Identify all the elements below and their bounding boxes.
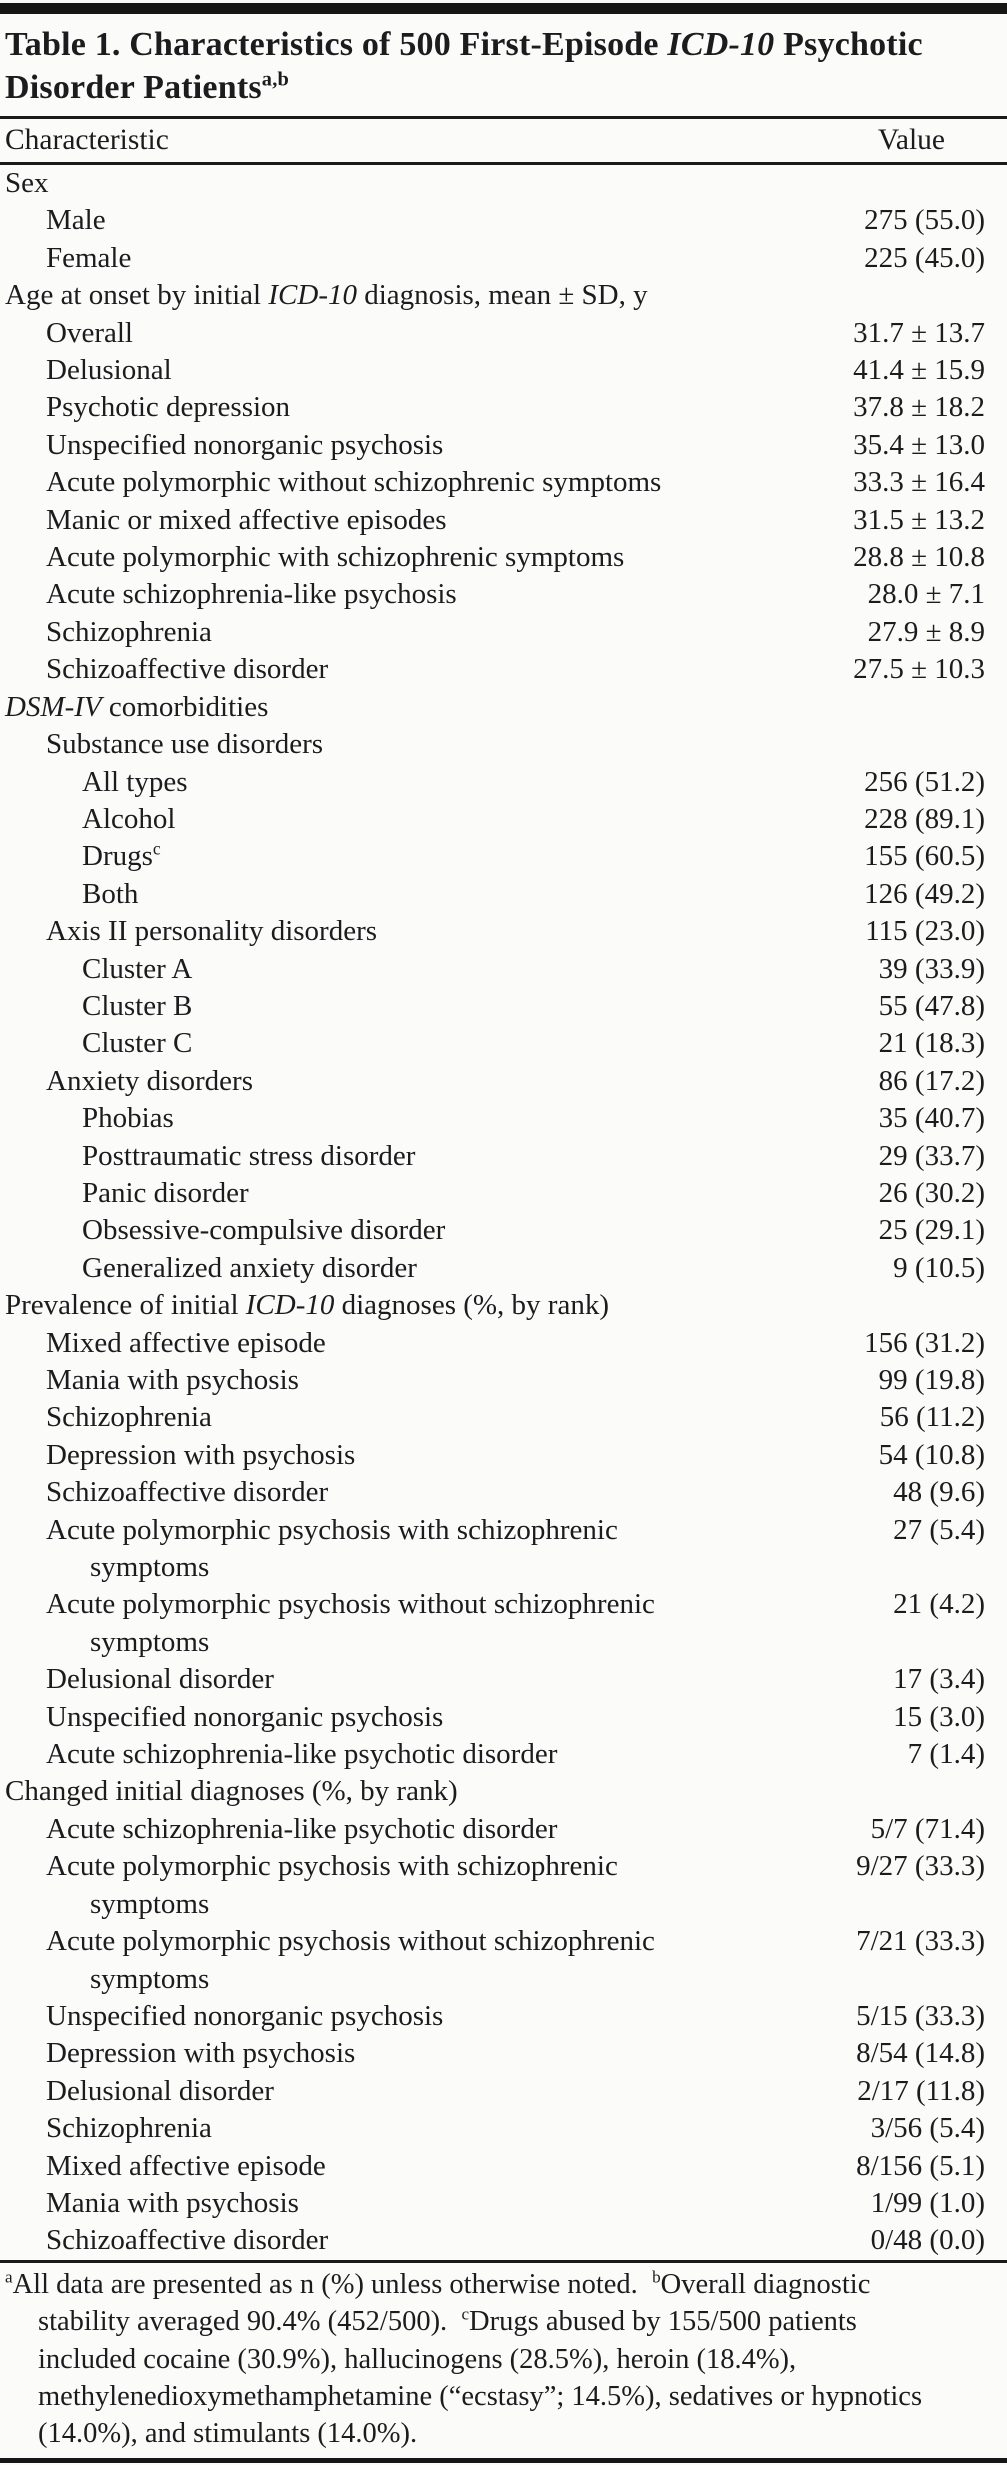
- table-row: [0, 1923, 1007, 1998]
- row-value: 8/54 (14.8): [856, 2037, 985, 2070]
- row-label: Obsessive-compulsive disorder: [82, 1214, 446, 1247]
- row-value: 21 (18.3): [878, 1027, 985, 1060]
- table-row: [0, 2110, 1007, 2147]
- table-row: [0, 726, 1007, 763]
- table-row: [0, 1250, 1007, 1287]
- table-row: [0, 202, 1007, 239]
- row-value: 26 (30.2): [878, 1176, 985, 1209]
- row-label: Schizoaffective disorder: [46, 2224, 329, 2257]
- row-label: Acute polymorphic psychosis with schizophrenic symptoms: [0, 1848, 856, 1923]
- row-value: 55 (47.8): [878, 989, 985, 1022]
- table-row: [0, 1586, 1007, 1661]
- table-row: [0, 464, 1007, 501]
- italic-text: ICD-10: [268, 279, 357, 312]
- table-row: [0, 315, 1007, 352]
- row-value: 17 (3.4): [893, 1663, 985, 1696]
- row-label: Mixed affective episode: [46, 1326, 326, 1359]
- row-value: 86 (17.2): [878, 1064, 985, 1097]
- table-row: [0, 1063, 1007, 1100]
- row-label: Overall: [46, 316, 133, 349]
- table-row: [0, 1736, 1007, 1773]
- row-label: Acute schizophrenia-like psychotic disorder: [46, 1812, 558, 1845]
- row-label: Male: [46, 204, 106, 237]
- row-value: 5/7 (71.4): [870, 1812, 985, 1845]
- italic-text: ICD-10: [245, 1289, 335, 1322]
- table-row: [0, 1287, 1007, 1324]
- row-label: Substance use disorders: [46, 728, 324, 761]
- row-label: Cluster B: [82, 989, 193, 1022]
- row-label-continuation: symptoms: [90, 1887, 210, 1920]
- row-label: Acute polymorphic psychosis without schizophrenic symptoms: [0, 1923, 856, 1998]
- row-value: 1/99 (1.0): [870, 2186, 985, 2219]
- row-value: 28.8 ± 10.8: [853, 541, 985, 574]
- row-label: Drugs$^c$: [82, 838, 161, 873]
- footnote-text: $^a$All data are presented as n (%) unless otherwise noted. $^b$Overall diagnostic stability averaged 90.4% (452/500). $^c$Drugs abused by 155/500 patients included cocaine (30.9%), hallucinogens (28.5%), heroin (18.4%), methylenedioxymethamphetamine (“ecstasy”; 14.5%), sedatives or hypnotics (14.0%), and stimulants (14.0%).: [5, 2267, 930, 2450]
- table-row: [0, 352, 1007, 389]
- row-value: 35 (40.7): [878, 1102, 985, 1135]
- row-label: Female: [46, 241, 132, 274]
- row-label: Acute polymorphic psychosis without schizophrenic symptoms: [0, 1586, 893, 1661]
- row-value: 31.5 ± 13.2: [853, 503, 985, 536]
- row-value: 25 (29.1): [878, 1214, 985, 1247]
- table-row: [0, 764, 1007, 801]
- table-row: [0, 689, 1007, 726]
- row-value: 41.4 ± 15.9: [853, 354, 985, 387]
- footnote: [0, 2263, 1007, 2458]
- row-label: Acute schizophrenia-like psychotic disorder: [46, 1738, 558, 1771]
- table-row: [0, 1437, 1007, 1474]
- table-row: [0, 165, 1007, 202]
- row-value: 156 (31.2): [864, 1326, 985, 1359]
- row-label: Phobias: [82, 1102, 174, 1135]
- table-body: [0, 165, 1007, 2260]
- row-label: Unspecified nonorganic psychosis: [46, 1999, 444, 2032]
- row-label: Sex: [5, 167, 49, 199]
- table-row: [0, 502, 1007, 539]
- table-row: [0, 2222, 1007, 2259]
- row-label: Acute polymorphic with schizophrenic symptoms: [46, 541, 625, 574]
- row-value: 275 (55.0): [864, 204, 985, 237]
- row-label: Schizophrenia: [46, 2112, 212, 2145]
- row-label-continuation: symptoms: [90, 1551, 210, 1584]
- table-row: [0, 1811, 1007, 1848]
- row-value: 9 (10.5): [893, 1251, 985, 1284]
- row-value: 225 (45.0): [864, 241, 985, 274]
- row-value: 31.7 ± 13.7: [853, 316, 985, 349]
- row-value: 99 (19.8): [878, 1364, 985, 1396]
- row-label: Age at onset by initial ICD-10 diagnosis, mean ± SD, y: [5, 279, 648, 312]
- row-value: 33.3 ± 16.4: [853, 466, 985, 499]
- row-value: 7 (1.4): [907, 1738, 985, 1771]
- column-header-row: [0, 119, 1007, 162]
- row-label: Alcohol: [82, 802, 176, 835]
- row-label: Depression with psychosis: [46, 1438, 356, 1471]
- row-value: 39 (33.9): [878, 952, 985, 985]
- table-row: [0, 277, 1007, 314]
- row-value: 56 (11.2): [879, 1401, 985, 1434]
- row-label: Schizophrenia: [46, 615, 212, 648]
- row-label: Acute schizophrenia-like psychosis: [46, 578, 457, 611]
- row-value: 228 (89.1): [864, 802, 985, 835]
- bottom-border-bar: [0, 2458, 1007, 2463]
- table-row: [0, 240, 1007, 277]
- row-label: Psychotic depression: [46, 391, 291, 424]
- table-row: [0, 988, 1007, 1025]
- table-row: [0, 1325, 1007, 1362]
- row-label-continuation: symptoms: [90, 1625, 210, 1658]
- table-row: [0, 913, 1007, 950]
- italic-text: ICD-10: [667, 26, 775, 63]
- row-value: 8/156 (5.1): [856, 2149, 985, 2182]
- table-row: [0, 389, 1007, 426]
- row-value: 27 (5.4): [893, 1513, 985, 1546]
- row-label: Mania with psychosis: [46, 1364, 299, 1396]
- row-label: Both: [82, 877, 139, 910]
- row-label: Mixed affective episode: [46, 2149, 326, 2182]
- row-label: Unspecified nonorganic psychosis: [46, 1700, 444, 1733]
- table-row: [0, 1773, 1007, 1810]
- table-row: [0, 1661, 1007, 1698]
- row-label: Acute polymorphic psychosis with schizophrenic symptoms: [0, 1512, 893, 1587]
- row-label: Mania with psychosis: [46, 2186, 299, 2219]
- table-row: [0, 1399, 1007, 1436]
- row-label: Anxiety disorders: [46, 1064, 253, 1097]
- table-row: [0, 1512, 1007, 1587]
- table-row: [0, 1138, 1007, 1175]
- table-row: [0, 1100, 1007, 1137]
- table-row: [0, 2073, 1007, 2110]
- table-row: [0, 2035, 1007, 2072]
- row-value: 2/17 (11.8): [857, 2074, 985, 2107]
- table-row: [0, 2148, 1007, 2185]
- column-header-characteristic: Characteristic: [5, 124, 169, 156]
- row-value: 9/27 (33.3): [856, 1850, 985, 1883]
- table-row: [0, 1699, 1007, 1736]
- row-label: Schizoaffective disorder: [46, 653, 329, 686]
- row-value: 28.0 ± 7.1: [867, 578, 985, 611]
- row-label: Panic disorder: [82, 1176, 249, 1209]
- row-label: Cluster A: [82, 952, 193, 985]
- title-line: Table 1. Characteristics of 500 First-Episode ICD-10 Psychotic: [5, 26, 923, 63]
- row-label-continuation: symptoms: [90, 1962, 210, 1995]
- row-label: Axis II personality disorders: [46, 915, 378, 948]
- row-value: 126 (49.2): [864, 877, 985, 910]
- row-label: Changed initial diagnoses (%, by rank): [5, 1775, 458, 1808]
- row-value: 48 (9.6): [893, 1476, 985, 1509]
- row-value: 27.5 ± 10.3: [853, 653, 985, 686]
- row-label: Delusional disorder: [46, 1663, 274, 1696]
- table-row: [0, 1474, 1007, 1511]
- row-label: Generalized anxiety disorder: [82, 1251, 417, 1284]
- row-label: All types: [82, 765, 188, 798]
- table-row: [0, 1362, 1007, 1399]
- row-value: 3/56 (5.4): [870, 2112, 985, 2145]
- table-row: [0, 838, 1007, 875]
- journal-page: [0, 3, 1007, 2465]
- table-row: [0, 614, 1007, 651]
- table-row: [0, 539, 1007, 576]
- row-label: Schizophrenia: [46, 1401, 212, 1434]
- table-row: [0, 1848, 1007, 1923]
- row-label: Delusional disorder: [46, 2074, 274, 2107]
- row-label: Acute polymorphic without schizophrenic symptoms: [46, 466, 662, 499]
- table-row: [0, 1998, 1007, 2035]
- row-value: 7/21 (33.3): [856, 1925, 985, 1958]
- table-row: [0, 1025, 1007, 1062]
- row-value: 256 (51.2): [864, 765, 985, 798]
- table-row: [0, 576, 1007, 613]
- table-title: [0, 14, 1007, 116]
- row-label: Schizoaffective disorder: [46, 1476, 329, 1509]
- row-value: 155 (60.5): [864, 840, 985, 873]
- table-row: [0, 651, 1007, 688]
- row-value: 35.4 ± 13.0: [853, 428, 985, 461]
- row-value: 115 (23.0): [865, 915, 985, 948]
- row-label: Delusional: [46, 354, 172, 387]
- title-line: Disorder Patients$^{a,b}$: [5, 68, 290, 106]
- table-row: [0, 801, 1007, 838]
- row-label: Cluster C: [82, 1027, 193, 1060]
- row-label: Posttraumatic stress disorder: [82, 1139, 416, 1172]
- row-label: Depression with psychosis: [46, 2037, 356, 2070]
- row-label: Unspecified nonorganic psychosis: [46, 428, 444, 461]
- table-row: [0, 427, 1007, 464]
- column-header-value: Value: [877, 124, 945, 156]
- top-border-bar: [0, 3, 1007, 14]
- table-row: [0, 2185, 1007, 2222]
- row-value: 15 (3.0): [893, 1700, 985, 1733]
- row-label: Manic or mixed affective episodes: [46, 503, 447, 536]
- italic-text: DSM-IV: [5, 690, 102, 723]
- table-row: [0, 1212, 1007, 1249]
- row-value: 0/48 (0.0): [870, 2224, 985, 2257]
- table-row: [0, 951, 1007, 988]
- table-row: [0, 1175, 1007, 1212]
- table-row: [0, 876, 1007, 913]
- row-label: Prevalence of initial ICD-10 diagnoses (%, by rank): [5, 1289, 609, 1322]
- row-label: DSM-IV comorbidities: [5, 690, 269, 723]
- row-value: 21 (4.2): [893, 1588, 985, 1621]
- row-value: 54 (10.8): [878, 1438, 985, 1471]
- row-value: 29 (33.7): [878, 1139, 985, 1172]
- row-value: 5/15 (33.3): [856, 1999, 985, 2032]
- row-value: 37.8 ± 18.2: [853, 391, 985, 424]
- row-value: 27.9 ± 8.9: [867, 615, 985, 648]
